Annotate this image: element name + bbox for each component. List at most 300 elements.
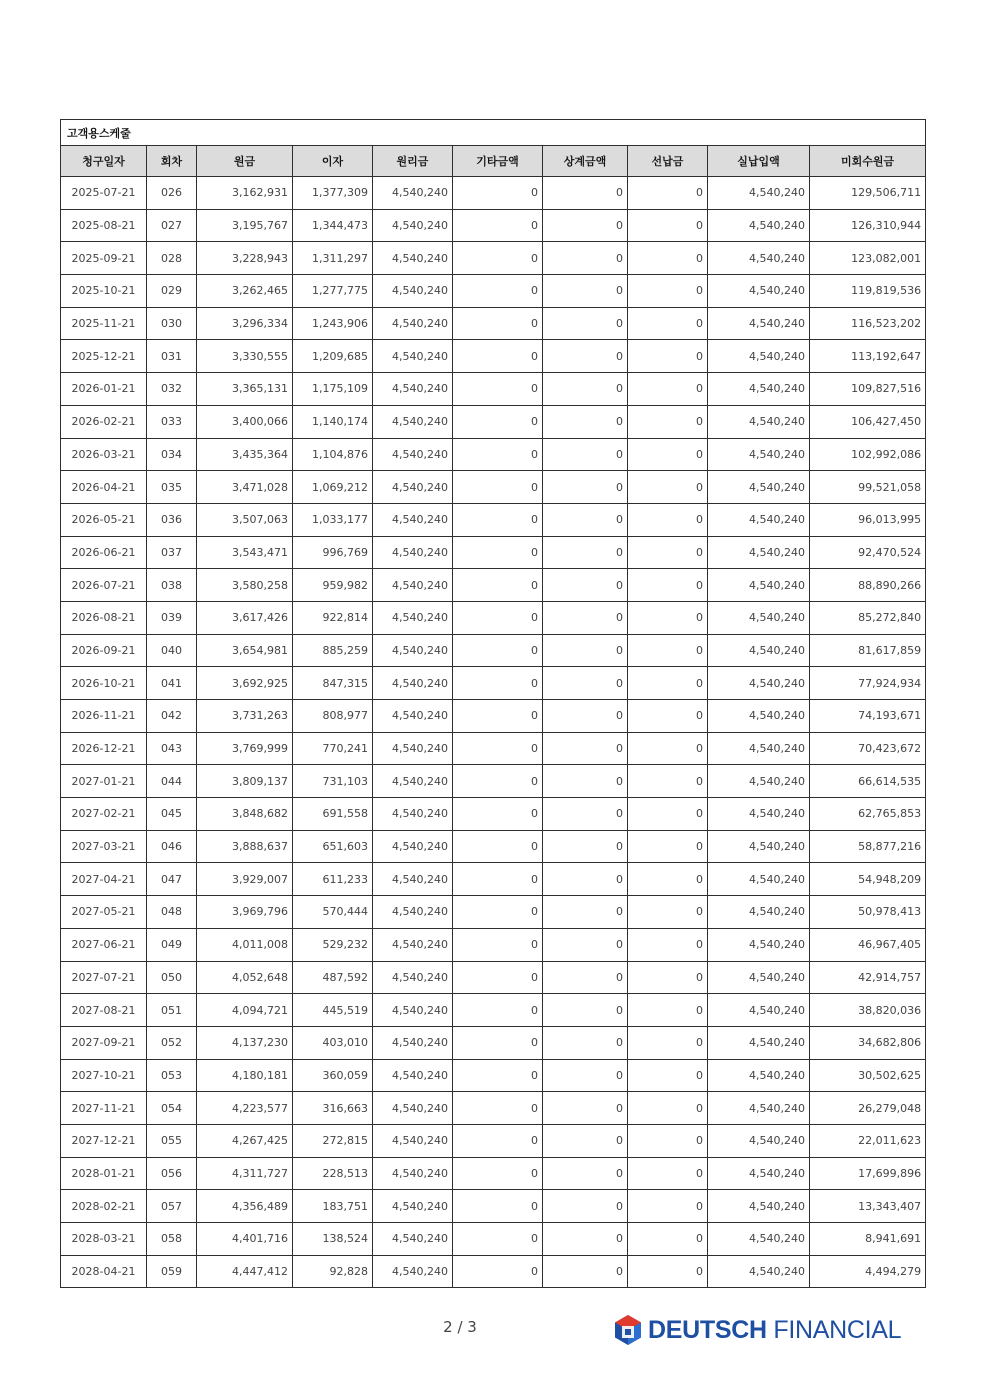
cell-other-amount: 0 bbox=[453, 765, 543, 798]
column-header-row bbox=[61, 146, 926, 177]
table-row bbox=[61, 1223, 926, 1256]
cell-principal: 4,180,181 bbox=[197, 1059, 293, 1092]
cell-outstanding-principal: 99,521,058 bbox=[810, 471, 926, 504]
cell-outstanding-principal: 17,699,896 bbox=[810, 1157, 926, 1190]
cell-outstanding-principal: 106,427,450 bbox=[810, 405, 926, 438]
cell-offset-amount: 0 bbox=[543, 732, 628, 765]
cell-principal: 3,809,137 bbox=[197, 765, 293, 798]
cell-actual-payment: 4,540,240 bbox=[708, 1124, 810, 1157]
cell-other-amount: 0 bbox=[453, 1255, 543, 1288]
cell-principal: 4,401,716 bbox=[197, 1223, 293, 1256]
cell-offset-amount: 0 bbox=[543, 700, 628, 733]
cell-billing-date: 2028-02-21 bbox=[61, 1190, 147, 1223]
cell-prepayment: 0 bbox=[628, 994, 708, 1027]
cell-other-amount: 0 bbox=[453, 1190, 543, 1223]
cell-actual-payment: 4,540,240 bbox=[708, 667, 810, 700]
cell-principal: 4,052,648 bbox=[197, 961, 293, 994]
cell-offset-amount: 0 bbox=[543, 373, 628, 406]
cell-principal: 4,223,577 bbox=[197, 1092, 293, 1125]
cell-actual-payment: 4,540,240 bbox=[708, 732, 810, 765]
cell-billing-date: 2028-04-21 bbox=[61, 1255, 147, 1288]
cell-principal-interest: 4,540,240 bbox=[373, 503, 453, 536]
cell-offset-amount: 0 bbox=[543, 896, 628, 929]
cell-other-amount: 0 bbox=[453, 1059, 543, 1092]
cell-billing-date: 2028-01-21 bbox=[61, 1157, 147, 1190]
cell-interest: 808,977 bbox=[293, 700, 373, 733]
cell-interest: 445,519 bbox=[293, 994, 373, 1027]
header-installment: 회차 bbox=[147, 146, 197, 177]
cell-prepayment: 0 bbox=[628, 275, 708, 308]
table-row bbox=[61, 863, 926, 896]
cell-actual-payment: 4,540,240 bbox=[708, 1255, 810, 1288]
cell-installment: 031 bbox=[147, 340, 197, 373]
cell-offset-amount: 0 bbox=[543, 405, 628, 438]
cell-prepayment: 0 bbox=[628, 471, 708, 504]
cell-prepayment: 0 bbox=[628, 1059, 708, 1092]
cell-prepayment: 0 bbox=[628, 634, 708, 667]
table-row bbox=[61, 1124, 926, 1157]
cell-installment: 033 bbox=[147, 405, 197, 438]
table-row bbox=[61, 503, 926, 536]
cell-installment: 035 bbox=[147, 471, 197, 504]
cell-installment: 050 bbox=[147, 961, 197, 994]
cell-outstanding-principal: 109,827,516 bbox=[810, 373, 926, 406]
cell-actual-payment: 4,540,240 bbox=[708, 798, 810, 831]
cell-billing-date: 2027-09-21 bbox=[61, 1026, 147, 1059]
cell-principal-interest: 4,540,240 bbox=[373, 765, 453, 798]
cell-interest: 1,377,309 bbox=[293, 177, 373, 210]
cell-interest: 847,315 bbox=[293, 667, 373, 700]
cell-principal-interest: 4,540,240 bbox=[373, 373, 453, 406]
logo-text-bold: DEUTSCH bbox=[648, 1315, 767, 1344]
header-prepayment: 선납금 bbox=[628, 146, 708, 177]
cell-prepayment: 0 bbox=[628, 830, 708, 863]
cell-principal-interest: 4,540,240 bbox=[373, 896, 453, 929]
cell-billing-date: 2026-10-21 bbox=[61, 667, 147, 700]
cell-outstanding-principal: 77,924,934 bbox=[810, 667, 926, 700]
cell-principal: 3,162,931 bbox=[197, 177, 293, 210]
cell-interest: 529,232 bbox=[293, 928, 373, 961]
cell-interest: 691,558 bbox=[293, 798, 373, 831]
cell-outstanding-principal: 88,890,266 bbox=[810, 569, 926, 602]
cell-principal-interest: 4,540,240 bbox=[373, 667, 453, 700]
cell-prepayment: 0 bbox=[628, 569, 708, 602]
cell-principal: 3,848,682 bbox=[197, 798, 293, 831]
cell-actual-payment: 4,540,240 bbox=[708, 1059, 810, 1092]
header-billing-date: 청구일자 bbox=[61, 146, 147, 177]
cell-interest: 651,603 bbox=[293, 830, 373, 863]
cell-principal-interest: 4,540,240 bbox=[373, 405, 453, 438]
cell-offset-amount: 0 bbox=[543, 1092, 628, 1125]
deutsch-financial-hexagon-icon bbox=[614, 1314, 642, 1346]
cell-principal-interest: 4,540,240 bbox=[373, 340, 453, 373]
cell-prepayment: 0 bbox=[628, 405, 708, 438]
cell-installment: 030 bbox=[147, 307, 197, 340]
cell-other-amount: 0 bbox=[453, 863, 543, 896]
cell-prepayment: 0 bbox=[628, 438, 708, 471]
cell-principal: 3,580,258 bbox=[197, 569, 293, 602]
cell-other-amount: 0 bbox=[453, 700, 543, 733]
cell-prepayment: 0 bbox=[628, 1223, 708, 1256]
cell-principal: 3,617,426 bbox=[197, 601, 293, 634]
cell-offset-amount: 0 bbox=[543, 830, 628, 863]
cell-principal: 4,267,425 bbox=[197, 1124, 293, 1157]
cell-principal: 3,435,364 bbox=[197, 438, 293, 471]
cell-outstanding-principal: 113,192,647 bbox=[810, 340, 926, 373]
cell-billing-date: 2027-06-21 bbox=[61, 928, 147, 961]
cell-outstanding-principal: 8,941,691 bbox=[810, 1223, 926, 1256]
cell-billing-date: 2027-08-21 bbox=[61, 994, 147, 1027]
cell-other-amount: 0 bbox=[453, 177, 543, 210]
logo-wordmark bbox=[648, 1316, 901, 1345]
cell-principal-interest: 4,540,240 bbox=[373, 275, 453, 308]
cell-interest: 183,751 bbox=[293, 1190, 373, 1223]
cell-outstanding-principal: 50,978,413 bbox=[810, 896, 926, 929]
cell-principal: 3,929,007 bbox=[197, 863, 293, 896]
cell-actual-payment: 4,540,240 bbox=[708, 830, 810, 863]
cell-prepayment: 0 bbox=[628, 1157, 708, 1190]
cell-principal: 4,011,008 bbox=[197, 928, 293, 961]
cell-installment: 027 bbox=[147, 209, 197, 242]
cell-offset-amount: 0 bbox=[543, 1026, 628, 1059]
cell-offset-amount: 0 bbox=[543, 1124, 628, 1157]
cell-installment: 053 bbox=[147, 1059, 197, 1092]
cell-actual-payment: 4,540,240 bbox=[708, 601, 810, 634]
cell-other-amount: 0 bbox=[453, 503, 543, 536]
cell-interest: 1,344,473 bbox=[293, 209, 373, 242]
cell-installment: 052 bbox=[147, 1026, 197, 1059]
cell-principal: 4,356,489 bbox=[197, 1190, 293, 1223]
table-row bbox=[61, 275, 926, 308]
cell-principal-interest: 4,540,240 bbox=[373, 994, 453, 1027]
cell-outstanding-principal: 123,082,001 bbox=[810, 242, 926, 275]
cell-other-amount: 0 bbox=[453, 307, 543, 340]
cell-interest: 1,033,177 bbox=[293, 503, 373, 536]
cell-actual-payment: 4,540,240 bbox=[708, 503, 810, 536]
cell-principal: 3,731,263 bbox=[197, 700, 293, 733]
table-row bbox=[61, 242, 926, 275]
table-row bbox=[61, 961, 926, 994]
cell-principal: 3,228,943 bbox=[197, 242, 293, 275]
table-row bbox=[61, 994, 926, 1027]
table-row bbox=[61, 732, 926, 765]
cell-billing-date: 2026-07-21 bbox=[61, 569, 147, 602]
cell-actual-payment: 4,540,240 bbox=[708, 1026, 810, 1059]
cell-interest: 922,814 bbox=[293, 601, 373, 634]
cell-interest: 1,243,906 bbox=[293, 307, 373, 340]
cell-principal-interest: 4,540,240 bbox=[373, 307, 453, 340]
cell-installment: 036 bbox=[147, 503, 197, 536]
cell-installment: 043 bbox=[147, 732, 197, 765]
cell-principal-interest: 4,540,240 bbox=[373, 1157, 453, 1190]
cell-principal: 3,471,028 bbox=[197, 471, 293, 504]
cell-other-amount: 0 bbox=[453, 634, 543, 667]
cell-other-amount: 0 bbox=[453, 928, 543, 961]
table-row bbox=[61, 1059, 926, 1092]
cell-installment: 045 bbox=[147, 798, 197, 831]
cell-installment: 044 bbox=[147, 765, 197, 798]
cell-interest: 1,069,212 bbox=[293, 471, 373, 504]
cell-principal-interest: 4,540,240 bbox=[373, 1124, 453, 1157]
cell-prepayment: 0 bbox=[628, 177, 708, 210]
cell-principal: 3,769,999 bbox=[197, 732, 293, 765]
table-row bbox=[61, 340, 926, 373]
schedule-title: 고객용스케줄 bbox=[61, 120, 926, 146]
cell-other-amount: 0 bbox=[453, 896, 543, 929]
cell-principal: 3,296,334 bbox=[197, 307, 293, 340]
cell-other-amount: 0 bbox=[453, 405, 543, 438]
cell-prepayment: 0 bbox=[628, 373, 708, 406]
table-row bbox=[61, 928, 926, 961]
cell-offset-amount: 0 bbox=[543, 438, 628, 471]
cell-actual-payment: 4,540,240 bbox=[708, 634, 810, 667]
cell-billing-date: 2027-12-21 bbox=[61, 1124, 147, 1157]
cell-other-amount: 0 bbox=[453, 667, 543, 700]
cell-actual-payment: 4,540,240 bbox=[708, 994, 810, 1027]
header-outstanding-principal: 미회수원금 bbox=[810, 146, 926, 177]
cell-installment: 046 bbox=[147, 830, 197, 863]
cell-offset-amount: 0 bbox=[543, 961, 628, 994]
table-row bbox=[61, 601, 926, 634]
table-row bbox=[61, 896, 926, 929]
cell-actual-payment: 4,540,240 bbox=[708, 536, 810, 569]
table-row bbox=[61, 798, 926, 831]
header-principal: 원금 bbox=[197, 146, 293, 177]
cell-principal: 4,137,230 bbox=[197, 1026, 293, 1059]
cell-prepayment: 0 bbox=[628, 307, 708, 340]
cell-offset-amount: 0 bbox=[543, 209, 628, 242]
cell-offset-amount: 0 bbox=[543, 471, 628, 504]
cell-principal: 3,543,471 bbox=[197, 536, 293, 569]
cell-outstanding-principal: 38,820,036 bbox=[810, 994, 926, 1027]
table-row bbox=[61, 634, 926, 667]
cell-prepayment: 0 bbox=[628, 863, 708, 896]
cell-billing-date: 2028-03-21 bbox=[61, 1223, 147, 1256]
cell-interest: 1,311,297 bbox=[293, 242, 373, 275]
cell-principal-interest: 4,540,240 bbox=[373, 569, 453, 602]
cell-interest: 611,233 bbox=[293, 863, 373, 896]
cell-prepayment: 0 bbox=[628, 242, 708, 275]
cell-other-amount: 0 bbox=[453, 994, 543, 1027]
cell-principal: 4,094,721 bbox=[197, 994, 293, 1027]
cell-principal-interest: 4,540,240 bbox=[373, 830, 453, 863]
cell-actual-payment: 4,540,240 bbox=[708, 405, 810, 438]
cell-billing-date: 2025-09-21 bbox=[61, 242, 147, 275]
cell-actual-payment: 4,540,240 bbox=[708, 242, 810, 275]
cell-billing-date: 2026-11-21 bbox=[61, 700, 147, 733]
cell-billing-date: 2026-08-21 bbox=[61, 601, 147, 634]
cell-principal: 3,262,465 bbox=[197, 275, 293, 308]
table-row bbox=[61, 569, 926, 602]
cell-principal: 3,969,796 bbox=[197, 896, 293, 929]
cell-actual-payment: 4,540,240 bbox=[708, 863, 810, 896]
cell-installment: 032 bbox=[147, 373, 197, 406]
cell-outstanding-principal: 34,682,806 bbox=[810, 1026, 926, 1059]
cell-offset-amount: 0 bbox=[543, 1255, 628, 1288]
cell-outstanding-principal: 116,523,202 bbox=[810, 307, 926, 340]
cell-prepayment: 0 bbox=[628, 209, 708, 242]
cell-interest: 487,592 bbox=[293, 961, 373, 994]
table-row bbox=[61, 536, 926, 569]
cell-principal: 3,330,555 bbox=[197, 340, 293, 373]
table-row bbox=[61, 471, 926, 504]
cell-principal-interest: 4,540,240 bbox=[373, 177, 453, 210]
cell-actual-payment: 4,540,240 bbox=[708, 1157, 810, 1190]
cell-other-amount: 0 bbox=[453, 536, 543, 569]
cell-principal-interest: 4,540,240 bbox=[373, 1026, 453, 1059]
cell-outstanding-principal: 66,614,535 bbox=[810, 765, 926, 798]
cell-billing-date: 2025-11-21 bbox=[61, 307, 147, 340]
cell-offset-amount: 0 bbox=[543, 275, 628, 308]
cell-offset-amount: 0 bbox=[543, 242, 628, 275]
cell-actual-payment: 4,540,240 bbox=[708, 928, 810, 961]
cell-offset-amount: 0 bbox=[543, 798, 628, 831]
table-row bbox=[61, 1190, 926, 1223]
schedule-title-row bbox=[61, 120, 926, 146]
cell-interest: 731,103 bbox=[293, 765, 373, 798]
cell-interest: 1,140,174 bbox=[293, 405, 373, 438]
cell-outstanding-principal: 42,914,757 bbox=[810, 961, 926, 994]
cell-prepayment: 0 bbox=[628, 601, 708, 634]
cell-billing-date: 2026-05-21 bbox=[61, 503, 147, 536]
cell-other-amount: 0 bbox=[453, 1124, 543, 1157]
cell-billing-date: 2025-07-21 bbox=[61, 177, 147, 210]
cell-installment: 059 bbox=[147, 1255, 197, 1288]
cell-other-amount: 0 bbox=[453, 732, 543, 765]
cell-interest: 570,444 bbox=[293, 896, 373, 929]
cell-other-amount: 0 bbox=[453, 373, 543, 406]
deutsch-financial-logo bbox=[614, 1314, 901, 1346]
cell-installment: 028 bbox=[147, 242, 197, 275]
cell-installment: 040 bbox=[147, 634, 197, 667]
cell-principal-interest: 4,540,240 bbox=[373, 700, 453, 733]
cell-offset-amount: 0 bbox=[543, 601, 628, 634]
cell-actual-payment: 4,540,240 bbox=[708, 896, 810, 929]
cell-other-amount: 0 bbox=[453, 471, 543, 504]
cell-billing-date: 2027-11-21 bbox=[61, 1092, 147, 1125]
cell-prepayment: 0 bbox=[628, 1092, 708, 1125]
cell-installment: 057 bbox=[147, 1190, 197, 1223]
cell-installment: 038 bbox=[147, 569, 197, 602]
cell-principal-interest: 4,540,240 bbox=[373, 1059, 453, 1092]
header-other-amount: 기타금액 bbox=[453, 146, 543, 177]
cell-outstanding-principal: 74,193,671 bbox=[810, 700, 926, 733]
cell-outstanding-principal: 26,279,048 bbox=[810, 1092, 926, 1125]
cell-billing-date: 2025-08-21 bbox=[61, 209, 147, 242]
table-row bbox=[61, 177, 926, 210]
cell-installment: 026 bbox=[147, 177, 197, 210]
cell-offset-amount: 0 bbox=[543, 307, 628, 340]
cell-billing-date: 2026-12-21 bbox=[61, 732, 147, 765]
cell-interest: 1,209,685 bbox=[293, 340, 373, 373]
cell-prepayment: 0 bbox=[628, 667, 708, 700]
cell-prepayment: 0 bbox=[628, 896, 708, 929]
cell-principal: 3,365,131 bbox=[197, 373, 293, 406]
cell-principal-interest: 4,540,240 bbox=[373, 1092, 453, 1125]
cell-prepayment: 0 bbox=[628, 961, 708, 994]
cell-installment: 041 bbox=[147, 667, 197, 700]
cell-offset-amount: 0 bbox=[543, 667, 628, 700]
cell-outstanding-principal: 129,506,711 bbox=[810, 177, 926, 210]
cell-offset-amount: 0 bbox=[543, 928, 628, 961]
cell-billing-date: 2027-05-21 bbox=[61, 896, 147, 929]
cell-other-amount: 0 bbox=[453, 569, 543, 602]
cell-principal-interest: 4,540,240 bbox=[373, 798, 453, 831]
cell-outstanding-principal: 102,992,086 bbox=[810, 438, 926, 471]
cell-actual-payment: 4,540,240 bbox=[708, 340, 810, 373]
cell-outstanding-principal: 46,967,405 bbox=[810, 928, 926, 961]
cell-other-amount: 0 bbox=[453, 830, 543, 863]
cell-billing-date: 2026-02-21 bbox=[61, 405, 147, 438]
cell-interest: 316,663 bbox=[293, 1092, 373, 1125]
cell-offset-amount: 0 bbox=[543, 634, 628, 667]
cell-outstanding-principal: 85,272,840 bbox=[810, 601, 926, 634]
cell-other-amount: 0 bbox=[453, 275, 543, 308]
cell-principal-interest: 4,540,240 bbox=[373, 732, 453, 765]
cell-interest: 228,513 bbox=[293, 1157, 373, 1190]
cell-outstanding-principal: 126,310,944 bbox=[810, 209, 926, 242]
table-row bbox=[61, 1026, 926, 1059]
cell-prepayment: 0 bbox=[628, 1124, 708, 1157]
cell-principal: 4,447,412 bbox=[197, 1255, 293, 1288]
cell-billing-date: 2027-01-21 bbox=[61, 765, 147, 798]
cell-outstanding-principal: 4,494,279 bbox=[810, 1255, 926, 1288]
table-row bbox=[61, 373, 926, 406]
cell-principal-interest: 4,540,240 bbox=[373, 1223, 453, 1256]
cell-prepayment: 0 bbox=[628, 700, 708, 733]
cell-offset-amount: 0 bbox=[543, 1059, 628, 1092]
table-row bbox=[61, 765, 926, 798]
table-row bbox=[61, 307, 926, 340]
cell-principal-interest: 4,540,240 bbox=[373, 242, 453, 275]
cell-other-amount: 0 bbox=[453, 1092, 543, 1125]
cell-interest: 770,241 bbox=[293, 732, 373, 765]
cell-prepayment: 0 bbox=[628, 928, 708, 961]
cell-principal-interest: 4,540,240 bbox=[373, 1190, 453, 1223]
table-row bbox=[61, 830, 926, 863]
cell-installment: 054 bbox=[147, 1092, 197, 1125]
cell-other-amount: 0 bbox=[453, 340, 543, 373]
cell-actual-payment: 4,540,240 bbox=[708, 700, 810, 733]
cell-installment: 048 bbox=[147, 896, 197, 929]
cell-principal-interest: 4,540,240 bbox=[373, 634, 453, 667]
cell-offset-amount: 0 bbox=[543, 765, 628, 798]
cell-prepayment: 0 bbox=[628, 732, 708, 765]
cell-billing-date: 2026-03-21 bbox=[61, 438, 147, 471]
cell-outstanding-principal: 22,011,623 bbox=[810, 1124, 926, 1157]
cell-outstanding-principal: 62,765,853 bbox=[810, 798, 926, 831]
cell-installment: 042 bbox=[147, 700, 197, 733]
cell-billing-date: 2027-07-21 bbox=[61, 961, 147, 994]
cell-billing-date: 2027-10-21 bbox=[61, 1059, 147, 1092]
cell-outstanding-principal: 96,013,995 bbox=[810, 503, 926, 536]
cell-prepayment: 0 bbox=[628, 1255, 708, 1288]
cell-installment: 029 bbox=[147, 275, 197, 308]
cell-principal-interest: 4,540,240 bbox=[373, 928, 453, 961]
cell-principal-interest: 4,540,240 bbox=[373, 536, 453, 569]
table-row bbox=[61, 700, 926, 733]
cell-actual-payment: 4,540,240 bbox=[708, 765, 810, 798]
cell-prepayment: 0 bbox=[628, 340, 708, 373]
cell-actual-payment: 4,540,240 bbox=[708, 438, 810, 471]
cell-principal-interest: 4,540,240 bbox=[373, 961, 453, 994]
cell-interest: 403,010 bbox=[293, 1026, 373, 1059]
cell-principal-interest: 4,540,240 bbox=[373, 863, 453, 896]
logo-text-light: FINANCIAL bbox=[766, 1315, 902, 1344]
cell-interest: 996,769 bbox=[293, 536, 373, 569]
cell-actual-payment: 4,540,240 bbox=[708, 373, 810, 406]
cell-actual-payment: 4,540,240 bbox=[708, 569, 810, 602]
